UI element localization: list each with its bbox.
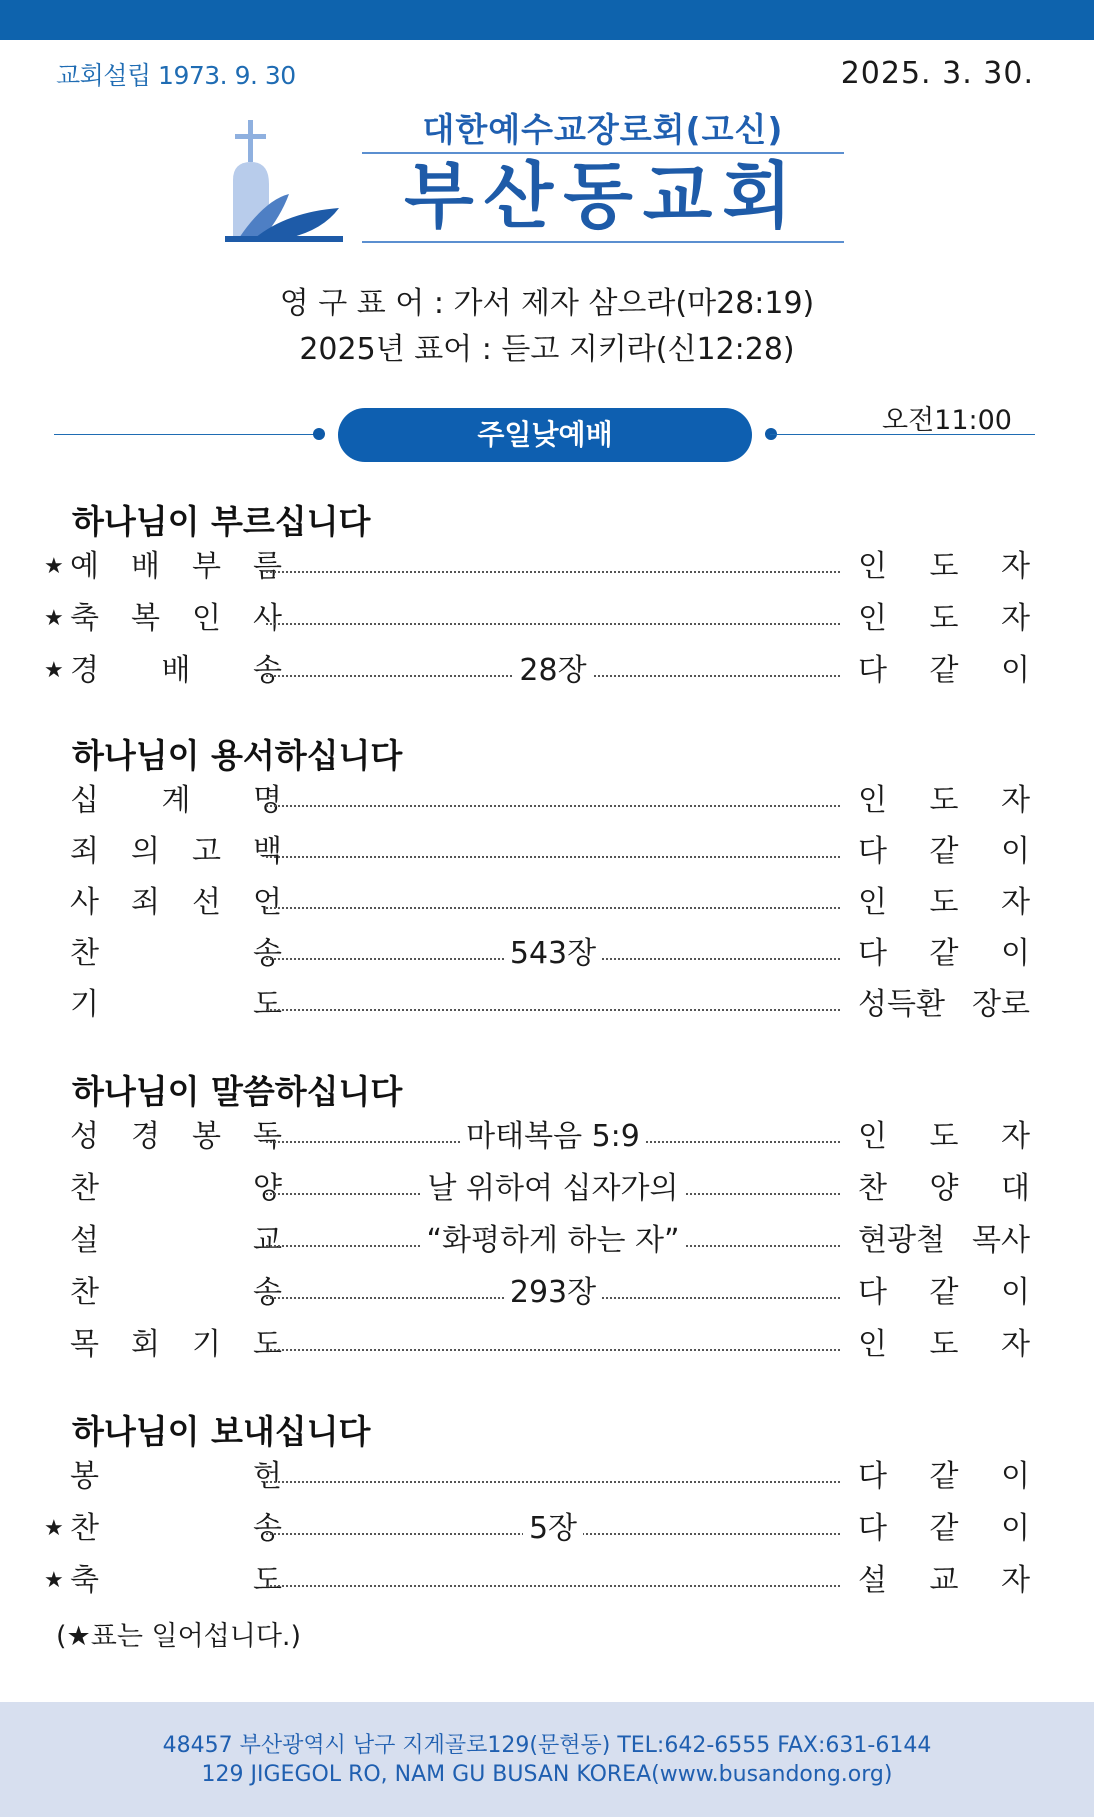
program-item-leader — [858, 983, 1030, 1027]
leader-dots — [266, 571, 840, 573]
program-row — [44, 1115, 1030, 1159]
program-item-leader — [858, 649, 1030, 693]
leader-char: 도 — [929, 783, 959, 818]
denomination: 대한예수교장로회(고신) — [422, 110, 784, 149]
service-title: 주일낮예배 — [338, 408, 752, 462]
label-char: 송 — [253, 1275, 282, 1310]
label-char: 헌 — [253, 1459, 282, 1494]
label-char: 도 — [253, 1563, 282, 1598]
program-item-label — [70, 1115, 282, 1159]
footer-address-english: 129 JIGEGOL RO, NAM GU BUSAN KOREA(www.busandong.org) — [201, 1762, 893, 1787]
leader-char: 인 — [858, 1327, 887, 1362]
label-char: 부 — [192, 549, 221, 584]
program-item-leader — [858, 932, 1030, 976]
program-item-leader — [858, 1219, 1030, 1263]
leader-char: 성득환 — [858, 987, 945, 1022]
label-char: 설 — [70, 1223, 99, 1258]
label-char: 교 — [253, 1223, 282, 1258]
program-item-label — [70, 1323, 282, 1367]
program-item-label — [70, 545, 282, 589]
leader-char: 다 — [858, 936, 887, 971]
leader-char: 다 — [858, 1459, 887, 1494]
motto-permanent: 영 구 표 어 : 가서 제자 삼으라(마28:19) — [279, 286, 815, 321]
program-row — [44, 881, 1030, 925]
dotted-leader — [266, 1115, 840, 1159]
program-item-leader — [858, 1455, 1030, 1499]
service-time: 오전11:00 — [882, 405, 1012, 436]
leader-char: 이 — [1001, 653, 1030, 688]
leader-dots — [266, 1585, 840, 1587]
program-row — [44, 932, 1030, 976]
program-item-leader — [858, 881, 1030, 925]
dotted-leader — [266, 983, 840, 1027]
program-item-leader — [858, 597, 1030, 641]
leader-char: 현광철 — [858, 1223, 945, 1258]
leader-char: 교 — [929, 1563, 959, 1598]
dotted-leader — [266, 881, 840, 925]
program-item-label — [70, 881, 282, 925]
label-char: 도 — [253, 1327, 282, 1362]
leader-char: 자 — [1001, 1563, 1030, 1598]
label-char: 목 — [70, 1327, 99, 1362]
leader-char: 설 — [858, 1563, 887, 1598]
leader-char: 다 — [858, 653, 887, 688]
leader-char: 인 — [858, 601, 887, 636]
label-char: 경 — [70, 653, 99, 688]
leader-char: 도 — [929, 1119, 959, 1154]
label-char: 배 — [161, 653, 191, 688]
program-row — [44, 983, 1030, 1027]
program-item-leader — [858, 1323, 1030, 1367]
program-item-label — [70, 649, 282, 693]
program-item-detail-wrap — [266, 1271, 840, 1315]
label-char: 도 — [253, 987, 282, 1022]
label-char: 회 — [131, 1327, 160, 1362]
label-char: 름 — [253, 549, 282, 584]
label-char: 예 — [70, 549, 99, 584]
program-row — [44, 1271, 1030, 1315]
leader-char: 도 — [929, 549, 959, 584]
label-char: 선 — [192, 885, 221, 920]
program-item-detail-wrap — [266, 1115, 840, 1159]
leader-char: 자 — [1001, 549, 1030, 584]
leader-char: 도 — [929, 601, 959, 636]
label-char: 사 — [70, 885, 99, 920]
leader-char: 목사 — [972, 1223, 1030, 1258]
leader-char: 자 — [1001, 783, 1030, 818]
label-char: 계 — [161, 783, 191, 818]
program-item-leader — [858, 1167, 1030, 1211]
motto-yearly: 2025년 표어 : 듣고 지키라(신12:28) — [299, 332, 795, 367]
program-item-label — [70, 1271, 282, 1315]
leader-char: 이 — [1001, 1459, 1030, 1494]
label-char: 성 — [70, 1119, 99, 1154]
program-item-leader — [858, 545, 1030, 589]
program-item-detail: “화평하게 하는 자” — [420, 1223, 685, 1258]
program-item-detail: 543장 — [504, 936, 602, 971]
leader-char: 같 — [929, 936, 959, 971]
label-char: 십 — [70, 783, 99, 818]
leader-char: 인 — [858, 1119, 887, 1154]
program-row — [44, 545, 1030, 589]
leader-char: 같 — [929, 834, 959, 869]
label-char: 송 — [253, 1511, 282, 1546]
leader-dots — [266, 805, 840, 807]
label-char: 경 — [131, 1119, 160, 1154]
dotted-leader — [266, 932, 840, 976]
leader-char: 이 — [1001, 936, 1030, 971]
dotted-leader — [266, 1167, 840, 1211]
program-item-detail-wrap — [266, 649, 840, 693]
program-item-leader — [858, 1559, 1030, 1603]
leader-char: 다 — [858, 1511, 887, 1546]
dotted-leader — [266, 649, 840, 693]
dotted-leader — [266, 1271, 840, 1315]
label-char: 백 — [253, 834, 282, 869]
label-char: 찬 — [70, 1511, 99, 1546]
leader-char: 같 — [929, 653, 959, 688]
program-item-detail: 5장 — [523, 1511, 583, 1546]
standing-star-icon: ★ — [44, 554, 64, 579]
leader-char: 자 — [1001, 1327, 1030, 1362]
standing-note: (★표는 일어섭니다.) — [56, 1621, 302, 1652]
program-item-label — [70, 1219, 282, 1263]
service-rule-left — [54, 434, 318, 435]
standing-star-icon: ★ — [44, 1516, 64, 1541]
label-char: 기 — [192, 1327, 221, 1362]
service-rule-dot-left — [313, 428, 325, 440]
section-title: 하나님이 말씀하십니다 — [72, 1072, 403, 1111]
leader-char: 같 — [929, 1459, 959, 1494]
label-char: 죄 — [131, 885, 160, 920]
standing-star-icon: ★ — [44, 1568, 64, 1593]
label-char: 사 — [253, 601, 282, 636]
dotted-leader — [266, 1507, 840, 1551]
label-char: 복 — [131, 601, 160, 636]
program-row — [44, 1167, 1030, 1211]
program-item-label — [70, 830, 282, 874]
program-item-leader — [858, 1507, 1030, 1551]
leader-char: 찬 — [858, 1171, 887, 1206]
label-char: 송 — [253, 653, 282, 688]
label-char: 기 — [70, 987, 99, 1022]
dotted-leader — [266, 1323, 840, 1367]
program-item-label — [70, 1559, 282, 1603]
leader-dots — [266, 856, 840, 858]
dotted-leader — [266, 830, 840, 874]
program-item-detail: 날 위하여 십자가의 — [422, 1171, 685, 1206]
program-row — [44, 1219, 1030, 1263]
program-item-leader — [858, 830, 1030, 874]
leader-dots — [266, 1481, 840, 1483]
leader-char: 도 — [929, 1327, 959, 1362]
leader-dots — [266, 1009, 840, 1011]
top-bar — [0, 0, 1094, 40]
label-char: 축 — [70, 1563, 99, 1598]
label-char: 봉 — [70, 1459, 99, 1494]
label-char: 찬 — [70, 1171, 99, 1206]
label-char: 축 — [70, 601, 99, 636]
dotted-leader — [266, 1559, 840, 1603]
label-char: 찬 — [70, 1275, 99, 1310]
program-item-label — [70, 983, 282, 1027]
church-logo-icon — [225, 120, 345, 245]
program-item-label — [70, 1167, 282, 1211]
leader-dots — [266, 907, 840, 909]
footer — [0, 1702, 1094, 1817]
leader-char: 대 — [1001, 1171, 1030, 1206]
leader-char: 다 — [858, 1275, 887, 1310]
leader-char: 자 — [1001, 1119, 1030, 1154]
leader-char: 이 — [1001, 834, 1030, 869]
section-title: 하나님이 용서하십니다 — [72, 736, 403, 775]
program-item-detail-wrap — [266, 932, 840, 976]
program-item-detail-wrap — [266, 1219, 840, 1263]
program-item-detail: 마태복음 5:9 — [460, 1119, 646, 1154]
program-item-detail-wrap — [266, 1507, 840, 1551]
program-item-leader — [858, 1115, 1030, 1159]
label-char: 찬 — [70, 936, 99, 971]
leader-char: 장로 — [972, 987, 1030, 1022]
leader-dots — [266, 1349, 840, 1351]
label-char: 고 — [192, 834, 221, 869]
program-row — [44, 1559, 1030, 1603]
standing-star-icon: ★ — [44, 658, 64, 683]
dotted-leader — [266, 1219, 840, 1263]
label-char: 인 — [192, 601, 221, 636]
dotted-leader — [266, 1455, 840, 1499]
leader-char: 인 — [858, 885, 887, 920]
program-item-label — [70, 597, 282, 641]
church-name: 부산동교회 — [404, 154, 802, 238]
program-row — [44, 1323, 1030, 1367]
label-char: 독 — [253, 1119, 282, 1154]
bulletin-date: 2025. 3. 30. — [840, 56, 1034, 91]
label-char: 명 — [253, 783, 282, 818]
section-title: 하나님이 보내십니다 — [72, 1412, 371, 1451]
dotted-leader — [266, 779, 840, 823]
section-title: 하나님이 부르십니다 — [72, 502, 371, 541]
leader-char: 도 — [929, 885, 959, 920]
leader-char: 같 — [929, 1511, 959, 1546]
program-row — [44, 649, 1030, 693]
label-char: 죄 — [70, 834, 99, 869]
label-char: 양 — [253, 1171, 282, 1206]
leader-char: 같 — [929, 1275, 959, 1310]
leader-char: 양 — [929, 1171, 959, 1206]
program-row — [44, 779, 1030, 823]
program-item-detail: 28장 — [513, 653, 592, 688]
leader-char: 자 — [1001, 601, 1030, 636]
label-char: 의 — [131, 834, 160, 869]
program-item-leader — [858, 1271, 1030, 1315]
program-item-detail-wrap — [266, 1167, 840, 1211]
leader-dots — [266, 623, 840, 625]
program-item-detail: 293장 — [504, 1275, 602, 1310]
dotted-leader — [266, 545, 840, 589]
established-date: 교회설립 1973. 9. 30 — [56, 61, 296, 90]
label-char: 언 — [253, 885, 282, 920]
label-char: 봉 — [192, 1119, 221, 1154]
leader-char: 인 — [858, 783, 887, 818]
footer-address-korean: 48457 부산광역시 남구 지게골로129(문현동) TEL:642-6555 FAX:631-6144 — [162, 1733, 932, 1758]
program-item-label — [70, 932, 282, 976]
program-row — [44, 1455, 1030, 1499]
program-item-leader — [858, 779, 1030, 823]
label-char: 배 — [131, 549, 160, 584]
leader-char: 자 — [1001, 885, 1030, 920]
leader-char: 이 — [1001, 1275, 1030, 1310]
leader-char: 이 — [1001, 1511, 1030, 1546]
program-row — [44, 830, 1030, 874]
program-item-label — [70, 779, 282, 823]
leader-char: 다 — [858, 834, 887, 869]
program-item-label — [70, 1455, 282, 1499]
label-char: 송 — [253, 936, 282, 971]
standing-star-icon: ★ — [44, 606, 64, 631]
title-rule-bottom — [362, 241, 844, 243]
program-row — [44, 1507, 1030, 1551]
leader-char: 인 — [858, 549, 887, 584]
program-row — [44, 597, 1030, 641]
dotted-leader — [266, 597, 840, 641]
program-item-label — [70, 1507, 282, 1551]
